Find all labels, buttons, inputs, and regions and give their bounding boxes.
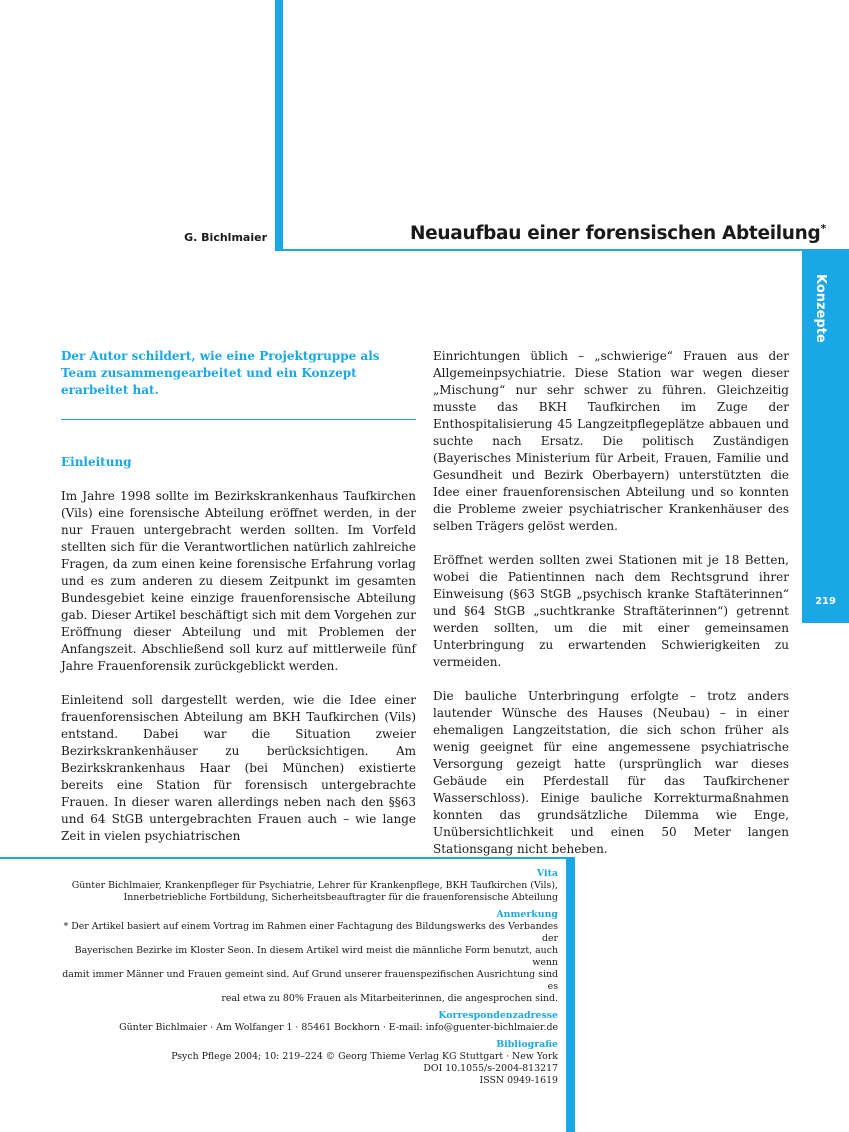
address-block <box>60 1010 558 1034</box>
note-line: Bayerischen Bezirke im Kloster Seon. In diesem Artikel wird meist die männliche Form benutzt, auch wenn <box>74 945 558 968</box>
section-label-text: Konzepte <box>813 274 828 343</box>
note-block <box>60 909 558 1005</box>
body-paragraph: Die bauliche Unterbringung erfolgte – trotz anders lautender Wünsche des Hauses (Neubau) – in einer ehemaligen Langzeitstation, die sich schon früher als wenig geeignet für eine angemessene psychiatrische Versorgung gezeigt hatte (ursprünglich war dieses Gebäude ein Pferdestall für das Taufkirchener Wasserschloss). Einige bauliche Korrekturmaßnahmen konnten das grundsätzliche Dilemma wie Enge, Unübersichtlichkeit und einen 50 Meter langen Stationsgang nicht beheben. <box>433 689 789 856</box>
bibliography-heading: Bibliografie <box>496 1039 558 1050</box>
body-paragraph: Eröffnet werden sollten zwei Stationen mit je 18 Betten, wobei die Patientinnen nach dem Rechtsgrund ihrer Einweisung (§63 StGB „psychisch kranke Staftäterinnen“ und §64 StGB „suchtkranke Straftäterinnen“) getrennt werden sollten, um die mit einer gemeinsamen Unterbringung zu erwartenden Schwierigkeiten zu vermeiden. <box>433 553 789 669</box>
abstract-divider <box>61 419 416 420</box>
note-line: damit immer Männer und Frauen gemeint sind. Auf Grund unserer frauenspezifischen Ausrichtung sind es <box>62 969 558 992</box>
article-title <box>410 222 826 244</box>
title-rule <box>275 249 849 251</box>
body-paragraph: Im Jahre 1998 sollte im Bezirkskrankenhaus Taufkirchen (Vils) eine forensische Abteilung eröffnet werden, in der nur Frauen untergebracht werden sollten. Im Vorfeld stellten sich für die Verantwortlichen natürlich zahlreiche Fragen, da zum einen keine forensische Erfahrung vorlag und es zum anderen zu diesem Zeitpunkt im gesamten Bundesgebiet keine einzige frauenforensische Abteilung gab. Dieser Artikel beschäftigt sich mit dem Vorgehen zur Eröffnung dieser Abteilung und mit Problemen der Anfangszeit. Abschließend soll kurz auf mittlerweile fünf Jahre Frauenforensik zurückgeblickt werden. <box>61 489 416 673</box>
right-column <box>433 348 789 875</box>
article-info-box <box>60 868 558 1092</box>
body-paragraph: Einleitend soll dargestellt werden, wie die Idee einer frauenforensischen Abteilung am BKH Taufkirchen (Vils) entstand. Dabei war die Situation zweier Bezirkskrankenhäuser zu berücksichtigen. Am Bezirkskrankenhaus Haar (bei München) existierte bereits eine Station für forensisch untergebrachte Frauen. In dieser waren allerdings neben nach den §§63 und 64 StGB untergebrachten Frauen auch – wie lange Zeit in vielen psychiatrischen <box>61 693 416 843</box>
bibliography-block <box>60 1039 558 1087</box>
article-title-text: Neuaufbau einer forensischen Abteilung <box>410 223 821 245</box>
page-number: 219 <box>815 596 836 607</box>
vita-block <box>60 868 558 904</box>
footer-accent-bar <box>566 857 575 1132</box>
abstract: Der Autor schildert, wie eine Projektgruppe als Team zusammengearbeitet und ein Konzept erarbeitet hat. <box>61 349 380 397</box>
title-footnote-mark: * <box>820 222 826 235</box>
body-paragraph: Einrichtungen üblich – „schwierige“ Frauen aus der Allgemeinpsychiatrie. Diese Station war wegen dieser „Mischung“ nur sehr schwer zu führen. Gleichzeitig musste das BKH Taufkirchen im Zuge der Enthospitalisierung 45 Langzeitpflegeplätze abbauen und suchte nach Ersatz. Die politisch Zuständigen (Bayerisches Ministerium für Arbeit, Frauen, Familie und Gesundheit und Bezirk Oberbayern) unterstützten die Idee einer frauenforensischen Abteilung und so konnten die Probleme zweier psychiatrischer Krankenhäuser des selben Trägers gelöst werden. <box>433 349 789 533</box>
top-accent-bar <box>275 0 283 251</box>
bibliography-line: ISSN 0949-1619 <box>479 1075 558 1086</box>
vita-heading: Vita <box>536 868 558 879</box>
vita-line: Innerbetriebliche Fortbildung, Sicherheitsbeauftragter für die frauenforensische Abteilung <box>123 892 558 903</box>
bibliography-line: DOI 10.1055/s-2004-813217 <box>423 1063 558 1074</box>
note-line: * Der Artikel basiert auf einem Vortrag im Rahmen einer Fachtagung des Bildungswerks des Verbandes der <box>63 921 558 944</box>
address-line: Günter Bichlmaier · Am Wolfanger 1 · 85461 Bockhorn · E-mail: info@guenter-bichlmaier.de <box>119 1022 558 1033</box>
note-heading: Anmerkung <box>496 909 558 920</box>
bibliography-line: Psych Pflege 2004; 10: 219–224 © Georg Thieme Verlag KG Stuttgart · New York <box>171 1051 558 1062</box>
note-line: real etwa zu 80% Frauen als Mitarbeiterinnen, die angesprochen sind. <box>221 993 558 1004</box>
vita-line: Günter Bichlmaier, Krankenpfleger für Psychiatrie, Lehrer für Krankenpflege, BKH Taufkirchen (Vils), <box>71 880 558 891</box>
section-heading: Einleitung <box>61 455 132 469</box>
author-name: G. Bichlmaier <box>184 231 267 244</box>
footer-rule <box>0 857 575 859</box>
section-label <box>808 274 836 344</box>
address-heading: Korrespondenzadresse <box>438 1010 558 1021</box>
left-column <box>61 348 416 862</box>
